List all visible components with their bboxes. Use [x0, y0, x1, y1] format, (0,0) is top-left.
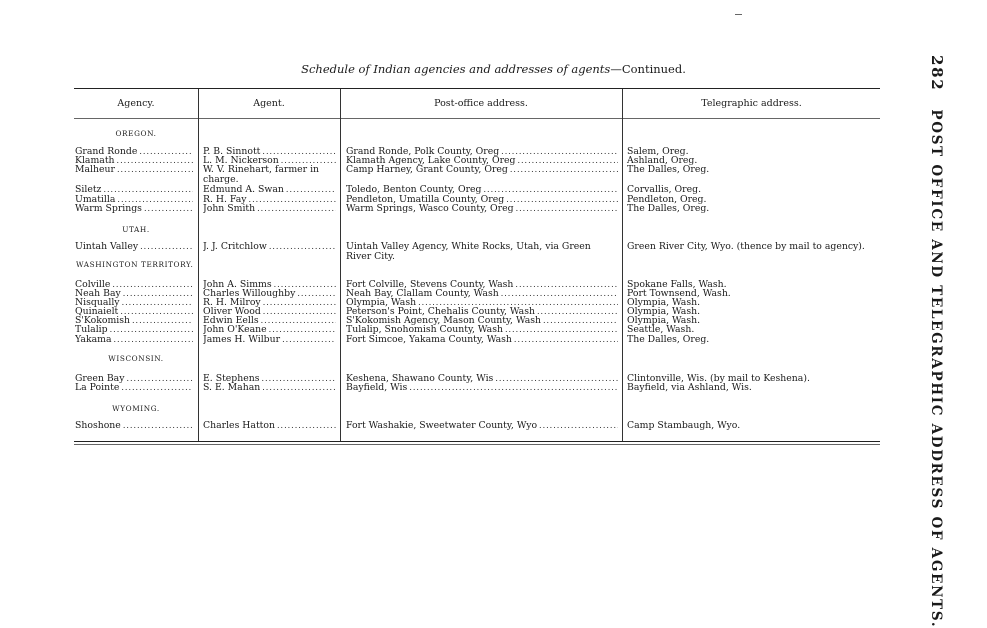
agent-name: W. V. Rinehart, farmer in charge. [203, 164, 320, 185]
agency-name: Malheur ..... [75, 165, 193, 175]
agency-name: Neah Bay ..... [75, 289, 193, 299]
telegraphic-address: Pendleton, Oreg. [627, 194, 707, 205]
post-office-address: Fort Washakie, Sweetwater County, Wyo ..... [346, 421, 618, 431]
agent-name: S. E. Mahan ..... [203, 383, 336, 393]
telegraphic-address: Bayfield, via Ashland, Wis. [627, 382, 752, 393]
post-office-address: Uintah Valley Agency, White Rocks, Utah, via Green River City. [346, 241, 591, 262]
telegraphic-address: Olympia, Wash. [627, 306, 701, 317]
post-office-address: Fort Colville, Stevens County, Wash ..... [346, 280, 618, 290]
post-office-address: Bayfield, Wis ..... [346, 383, 618, 393]
telegraphic-address: Port Townsend, Wash. [627, 288, 731, 299]
post-office-address: Tulalip, Snohomish County, Wash ..... [346, 325, 618, 335]
agency-name: Yakama ..... [75, 335, 193, 345]
section-utah: UTAH. [122, 225, 150, 234]
telegraphic-address: The Dalles, Oreg. [627, 334, 710, 345]
post-office-address: Klamath Agency, Lake County, Oreg ..... [346, 156, 618, 166]
table-bottom-rule-double [74, 444, 880, 445]
table-top-rule [74, 88, 880, 89]
post-office-address: Keshena, Shawano County, Wis ..... [346, 374, 618, 384]
agent-name: John A. Simms ..... [203, 280, 336, 290]
post-office-address: Toledo, Benton County, Oreg ..... [346, 185, 618, 195]
agent-name: Oliver Wood ..... [203, 307, 336, 317]
telegraphic-address: Seattle, Wash. [627, 324, 695, 335]
header-agency: Agency. [117, 98, 155, 109]
telegraphic-address: Olympia, Wash. [627, 297, 701, 308]
agent-name: John Smith ..... [203, 204, 336, 214]
agent-name: Edmund A. Swan ..... [203, 185, 336, 195]
agency-name: Green Bay ..... [75, 374, 193, 384]
agent-name: Charles Willoughby ..... [203, 289, 336, 299]
agent-name: Edwin Eells ..... [203, 316, 336, 326]
agency-name: Siletz ..... [75, 185, 193, 195]
column-divider [622, 89, 623, 441]
post-office-address: Olympia, Wash ..... [346, 298, 618, 308]
post-office-address: S'Kokomish Agency, Mason County, Wash ..... [346, 316, 618, 326]
post-office-address: Peterson's Point, Chehalis County, Wash ..... [346, 307, 618, 317]
header-telegraphic: Telegraphic address. [701, 98, 802, 109]
agency-name: Grand Ronde ..... [75, 147, 193, 157]
agent-name: L. M. Nickerson ..... [203, 156, 336, 166]
agent-name: R. H. Fay ..... [203, 195, 336, 205]
agency-name: Colville ..... [75, 280, 193, 290]
agent-name: John O'Keane ..... [203, 325, 336, 335]
header-agent: Agent. [253, 98, 285, 109]
page-number: 282 [928, 55, 946, 92]
section-washington: WASHINGTON TERRITORY. [76, 260, 194, 269]
post-office-address: Fort Simcoe, Yakama County, Wash ..... [346, 335, 618, 345]
post-office-address: Warm Springs, Wasco County, Oreg ..... [346, 204, 618, 214]
telegraphic-address: Olympia, Wash. [627, 315, 701, 326]
stray-mark [816, 118, 823, 119]
section-wisconsin: WISCONSIN. [108, 354, 164, 363]
page-title: Schedule of Indian agencies and addresses of agents—Continued. [301, 62, 686, 76]
post-office-address: Pendleton, Umatilla County, Oreg ..... [346, 195, 618, 205]
agent-name: J. J. Critchlow ..... [203, 242, 336, 252]
telegraphic-address: The Dalles, Oreg. [627, 164, 710, 175]
telegraphic-address: Clintonville, Wis. (by mail to Keshena). [627, 373, 810, 384]
column-divider [198, 89, 199, 441]
agency-name: Klamath ..... [75, 156, 193, 166]
agent-name: P. B. Sinnott ..... [203, 147, 336, 157]
stray-mark [735, 14, 742, 15]
table-bottom-rule [74, 441, 880, 442]
running-head-text: POST OFFICE AND TELEGRAPHIC ADDRESS OF AGENTS. [928, 109, 944, 628]
telegraphic-address: The Dalles, Oreg. [627, 203, 710, 214]
agency-name: Tulalip ..... [75, 325, 193, 335]
post-office-address: Camp Harney, Grant County, Oreg ..... [346, 165, 618, 175]
agency-name: Nisqually ..... [75, 298, 193, 308]
agent-name: Charles Hatton ..... [203, 421, 336, 431]
telegraphic-address: Green River City, Wyo. (thence by mail to agency). [627, 241, 865, 252]
agency-name: Shoshone ..... [75, 421, 193, 431]
agent-name: James H. Wilbur ..... [203, 335, 336, 345]
post-office-address: Grand Ronde, Polk County, Oreg ..... [346, 147, 618, 157]
header-post-office: Post-office address. [434, 98, 528, 109]
agency-name: Quinaielt ..... [75, 307, 193, 317]
column-divider [340, 89, 341, 441]
post-office-address: Neah Bay, Clallam County, Wash ..... [346, 289, 618, 299]
agency-name: S'Kokomish ..... [75, 316, 193, 326]
agent-name: R. H. Milroy ..... [203, 298, 336, 308]
section-wyoming: WYOMING. [112, 404, 160, 413]
agency-name: La Pointe ..... [75, 383, 193, 393]
header-rule [74, 118, 880, 119]
agency-name: Warm Springs ..... [75, 204, 193, 214]
telegraphic-address: Salem, Oreg. [627, 146, 689, 157]
running-head [916, 55, 946, 628]
telegraphic-address: Spokane Falls, Wash. [627, 279, 727, 290]
agency-name: Umatilla ..... [75, 195, 193, 205]
telegraphic-address: Ashland, Oreg. [627, 155, 698, 166]
agency-name: Uintah Valley ..... [75, 242, 193, 252]
telegraphic-address: Camp Stambaugh, Wyo. [627, 420, 741, 431]
agent-name: E. Stephens ..... [203, 374, 336, 384]
section-oregon: OREGON. [115, 129, 157, 138]
telegraphic-address: Corvallis, Oreg. [627, 184, 702, 195]
